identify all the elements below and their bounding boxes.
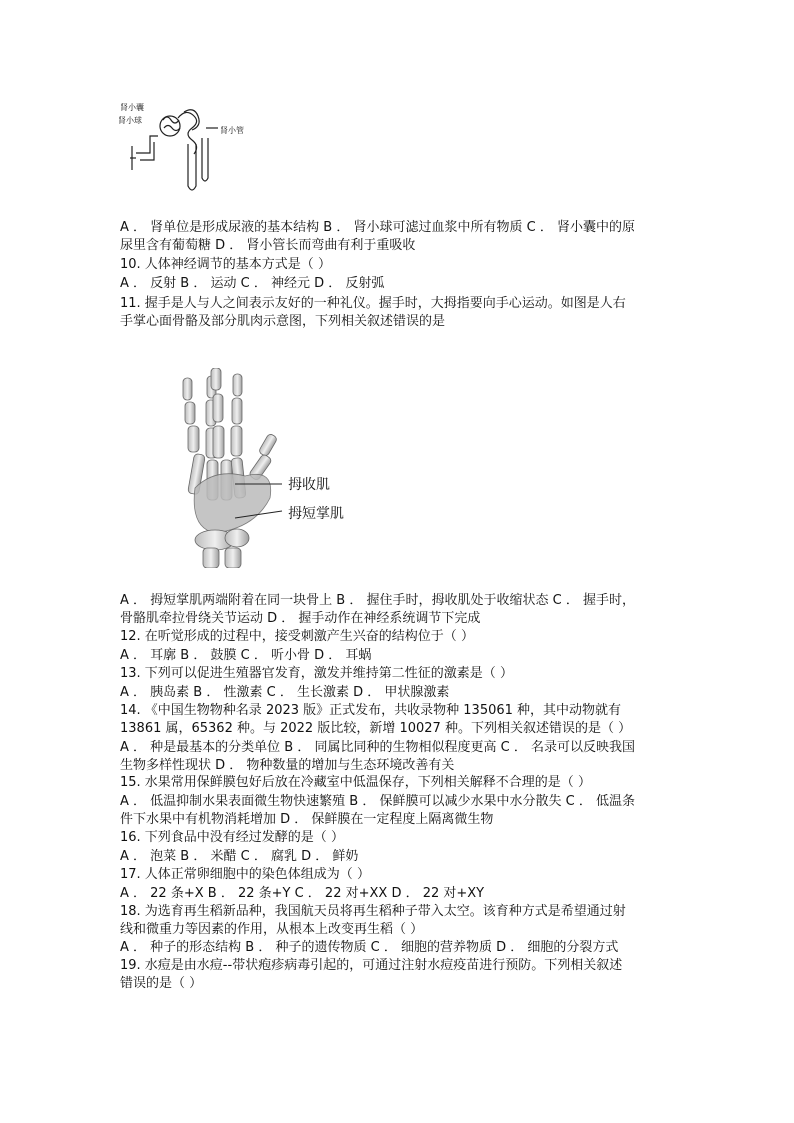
q12-options: A ． 耳廓 B ． 鼓膜 C ． 听小骨 D ． 耳蜗 xyxy=(120,648,372,663)
q15-options-line2: 件下水果中有机物消耗增加 D ． 保鲜膜在一定程度上隔离微生物 xyxy=(120,812,494,827)
label-glomerulus: 肾小球 xyxy=(118,116,142,125)
q10-stem: 10. 人体神经调节的基本方式是（ ） xyxy=(120,257,331,272)
q19-stem-line1: 19. 水痘是由水痘--带状疱疹病毒引起的，可通过注射水痘疫苗进行预防。下列相关叙述 xyxy=(120,958,623,973)
q12-stem: 12. 在听觉形成的过程中，接受刺激产生兴奋的结构位于（ ） xyxy=(120,629,474,644)
q13-stem: 13. 下列可以促进生殖器官发育，激发并维持第二性征的激素是（ ） xyxy=(120,666,513,681)
label-leader-lines xyxy=(175,368,355,568)
q19-stem-line2: 错误的是（ ） xyxy=(120,976,203,991)
q14-stem-line2: 13861 属，65362 种。与 2022 版比较，新增 10027 种。下列相关叙述错误的是（ ） xyxy=(120,721,632,736)
nephron-drawing xyxy=(118,98,248,198)
q15-stem: 15. 水果常用保鲜膜包好后放在冷藏室中低温保存，下列相关解释不合理的是（ ） xyxy=(120,775,591,790)
q9-options-line2: 尿里含有葡萄糖 D ． 肾小管长而弯曲有利于重吸收 xyxy=(120,238,416,253)
label-tubule: 肾小管 xyxy=(220,126,244,135)
q11-options-line2: 骨骼肌牵拉骨绕关节运动 D ． 握手动作在神经系统调节下完成 xyxy=(120,611,481,626)
hand-figure xyxy=(175,368,355,568)
q17-options: A ． 22 条+X B ． 22 条+Y C ． 22 对+XX D ． 22 对+XY xyxy=(120,886,485,901)
q18-stem-line2: 线和微重力等因素的作用，从根本上改变再生稻（ ） xyxy=(120,922,424,937)
q17-stem: 17. 人体正常卵细胞中的染色体组成为（ ） xyxy=(120,867,370,882)
q16-stem: 16. 下列食品中没有经过发酵的是（ ） xyxy=(120,830,344,845)
q10-options: A ． 反射 B ． 运动 C ． 神经元 D ． 反射弧 xyxy=(120,276,385,291)
label-short-palmar: 拇短掌肌 xyxy=(288,506,344,522)
q15-options-line1: A ． 低温抑制水果表面微生物快速繁殖 B ． 保鲜膜可以减少水果中水分散失 C ． 低温条 xyxy=(120,794,635,809)
nephron-figure xyxy=(118,98,248,198)
q14-options-line1: A ． 种是最基本的分类单位 B ． 同属比同种的生物相似程度更高 C ． 名录可以反映我国 xyxy=(120,740,635,755)
q11-stem-line1: 11. 握手是人与人之间表示友好的一种礼仪。握手时，大拇指要向手心运动。如图是人右 xyxy=(120,296,626,311)
q16-options: A ． 泡菜 B ． 米醋 C ． 腐乳 D ． 鲜奶 xyxy=(120,849,359,864)
q18-stem-line1: 18. 为选育再生稻新品种，我国航天员将再生稻种子带入太空。该育种方式是希望通过射 xyxy=(120,904,626,919)
label-capsule: 肾小囊 xyxy=(120,103,144,112)
q14-stem-line1: 14. 《中国生物物种名录 2023 版》正式发布，共收录物种 135061 种，其中动物就有 xyxy=(120,703,622,718)
q13-options: A ． 胰岛素 B ． 性激素 C ． 生长激素 D ． 甲状腺激素 xyxy=(120,685,450,700)
q11-options-line1: A ． 拇短掌肌两端附着在同一块骨上 B ． 握住手时，拇收肌处于收缩状态 C ． 握手时， xyxy=(120,593,635,608)
q11-stem-line2: 手掌心面骨骼及部分肌肉示意图，下列相关叙述错误的是 xyxy=(120,314,446,329)
q18-options: A ． 种子的形态结构 B ． 种子的遗传物质 C ． 细胞的营养物质 D ． 细胞的分裂方式 xyxy=(120,940,619,955)
q14-options-line2: 生物多样性现状 D ． 物种数量的增加与生态环境改善有关 xyxy=(120,758,455,773)
q9-options-line1: A ． 肾单位是形成尿液的基本结构 B ． 肾小球可滤过血浆中所有物质 C ． 肾小囊中的原 xyxy=(120,220,635,235)
label-adductor-pollicis: 拇收肌 xyxy=(288,477,330,493)
